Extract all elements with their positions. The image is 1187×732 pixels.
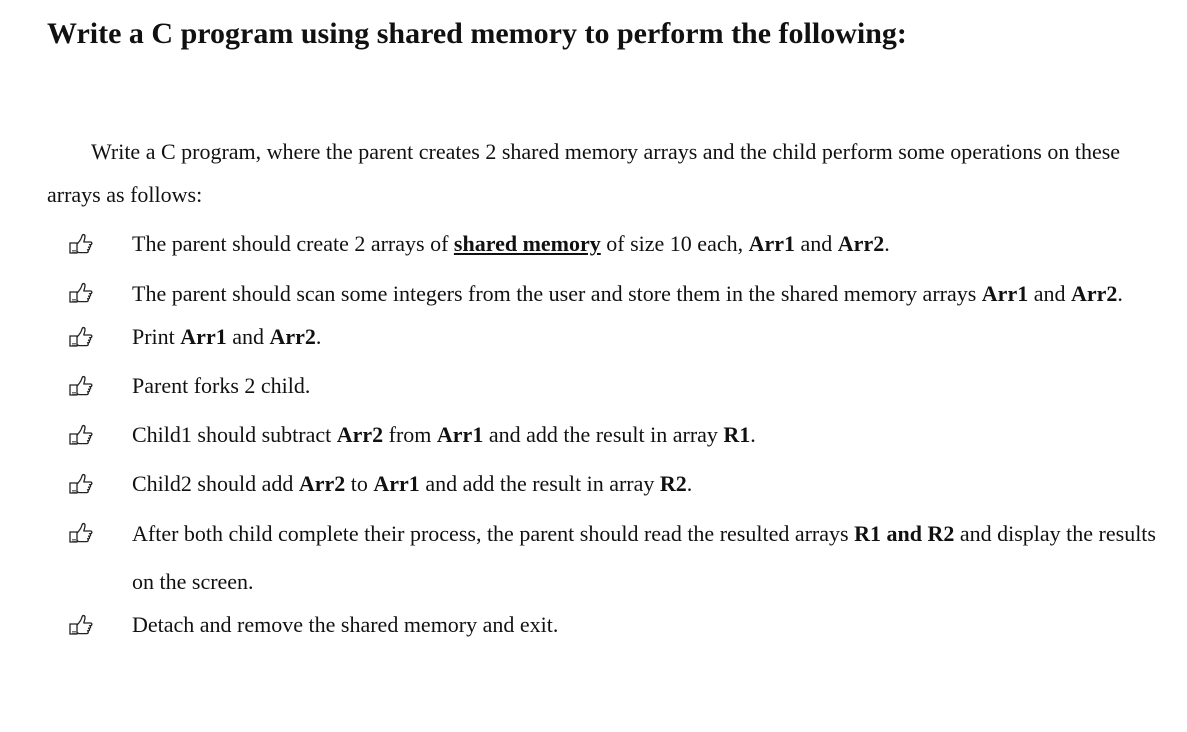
list-item-text	[132, 324, 321, 349]
text-run: and	[226, 324, 270, 349]
emphasis-text: Arr2	[336, 422, 384, 447]
text-run: Detach and remove the shared memory and exit.	[132, 612, 559, 637]
text-run: .	[315, 324, 322, 349]
list-item	[0, 314, 1187, 359]
emphasis-text: Arr1	[748, 231, 796, 256]
intro-paragraph: Write a C program, where the parent creates 2 shared memory arrays and the child perform some operations on these arrays as follows:	[47, 139, 1121, 207]
list-item	[0, 602, 1187, 647]
list-item	[0, 221, 1187, 266]
hand-pointing-icon	[68, 281, 94, 305]
text-run: and	[795, 231, 838, 256]
emphasis-text: R1 and R2	[854, 521, 955, 546]
emphasis-text: Arr2	[269, 324, 316, 349]
text-run: .	[750, 422, 756, 447]
list-item-text	[132, 612, 558, 637]
list-item-text	[132, 231, 890, 256]
emphasis-text: R1	[723, 422, 751, 447]
text-run: .	[1117, 281, 1123, 306]
document-title: Write a C program using shared memory to perform the following:	[47, 17, 907, 50]
list-item-text	[132, 373, 310, 398]
text-run: to	[345, 471, 374, 496]
hand-pointing-icon	[68, 472, 94, 496]
emphasis-text: Arr1	[981, 281, 1029, 306]
text-run: Child1 should subtract	[132, 422, 337, 447]
emphasis-text: R2	[659, 471, 687, 496]
text-run: from	[383, 422, 437, 447]
hand-pointing-icon	[68, 423, 94, 447]
emphasis-text: shared memory	[453, 231, 601, 256]
text-run: The parent should create 2 arrays of	[132, 231, 454, 256]
text-run: Parent forks 2 child.	[132, 373, 311, 398]
hand-pointing-icon	[68, 613, 94, 637]
list-item-text	[132, 521, 1156, 594]
emphasis-text: Arr2	[1070, 281, 1118, 306]
hand-pointing-icon	[68, 374, 94, 398]
requirements-list	[0, 221, 1187, 647]
list-item-text	[132, 471, 692, 496]
emphasis-text: Arr1	[180, 324, 227, 349]
list-item	[0, 363, 1187, 408]
list-item	[0, 270, 1187, 318]
emphasis-text: Arr1	[436, 422, 484, 447]
hand-pointing-icon	[68, 232, 94, 256]
list-item	[0, 412, 1187, 457]
text-run: and display the results on the screen.	[132, 521, 1156, 594]
emphasis-text: Arr2	[837, 231, 885, 256]
emphasis-text: Arr1	[373, 471, 420, 496]
text-run: and add the result in array	[483, 422, 724, 447]
text-run: .	[884, 231, 890, 256]
emphasis-text: Arr2	[298, 471, 346, 496]
text-run: After both child complete their process, the parent should read the resulted arrays	[132, 521, 855, 546]
list-item	[0, 510, 1187, 606]
text-run: Print	[132, 324, 181, 349]
text-run: .	[686, 471, 693, 496]
list-item-text	[132, 281, 1123, 306]
hand-pointing-icon	[68, 521, 94, 545]
text-run: and add the result in array	[419, 471, 660, 496]
list-item	[0, 461, 1187, 506]
text-run: of size 10 each,	[600, 231, 749, 256]
list-item-text	[132, 422, 756, 447]
text-run: and	[1028, 281, 1071, 306]
text-run: The parent should scan some integers from the user and store them in the shared memory arrays	[132, 281, 982, 306]
text-run: Child2 should add	[132, 471, 299, 496]
hand-pointing-icon	[68, 325, 94, 349]
